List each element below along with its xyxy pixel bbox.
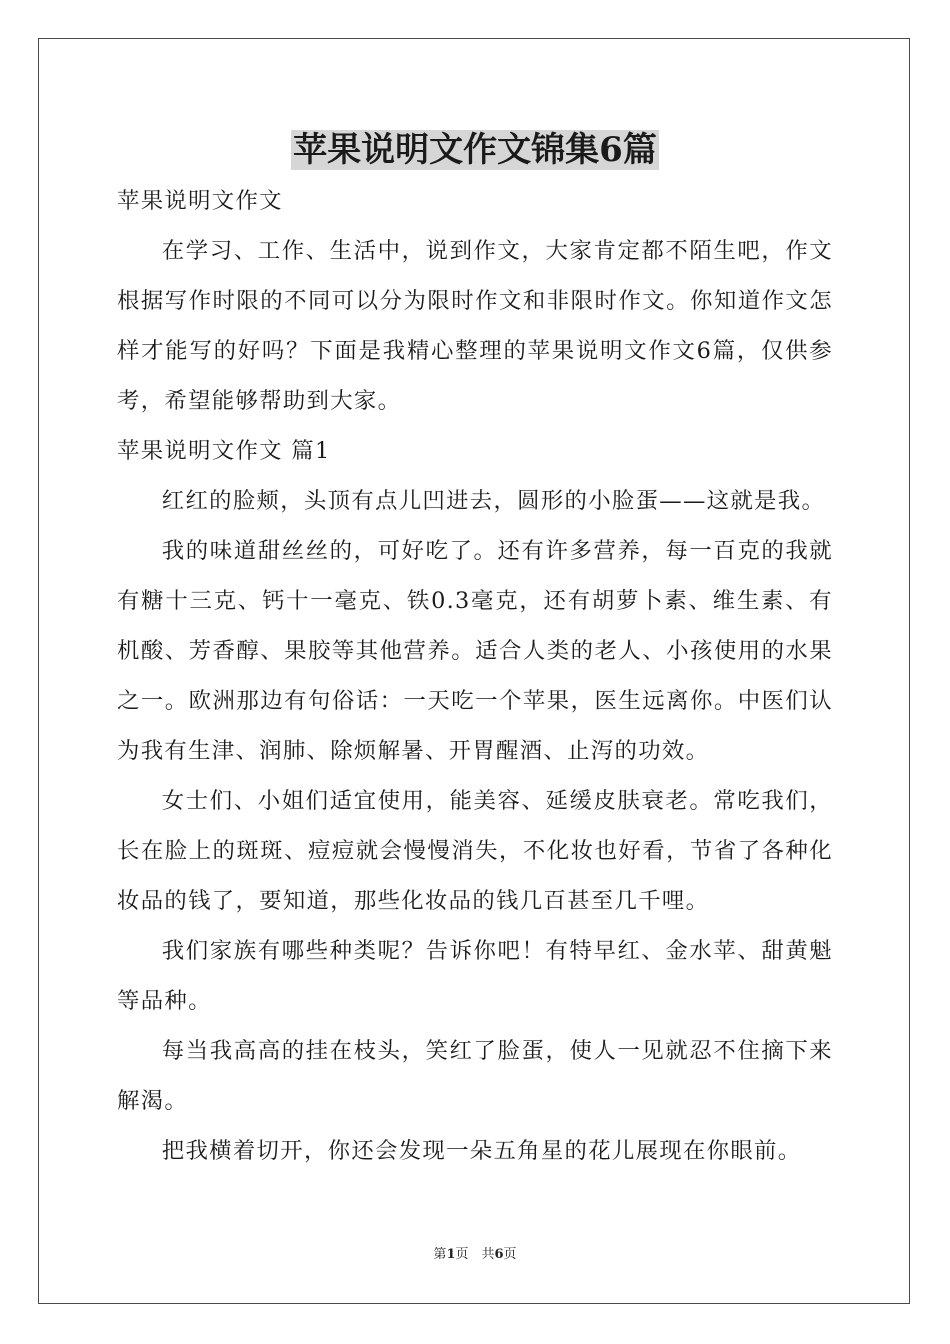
body-paragraph-4: 我们家族有哪些种类呢？告诉你吧！有特早红、金水苹、甜黄魁等品种。 bbox=[117, 938, 833, 1014]
body-paragraph-1: 红红的脸颊，头顶有点儿凹进去，圆形的小脸蛋——这就是我。 bbox=[161, 488, 826, 514]
section-heading: 苹果说明文作文 篇1 bbox=[117, 438, 331, 464]
document-body bbox=[117, 176, 833, 1176]
body-paragraph-6: 把我横着切开，你还会发现一朵五角星的花儿展现在你眼前。 bbox=[161, 1138, 802, 1164]
page-footer bbox=[0, 1245, 950, 1265]
page-suffix: 页 bbox=[503, 1247, 517, 1262]
page-total: 6 bbox=[494, 1247, 504, 1262]
page-prefix: 第 bbox=[433, 1247, 447, 1262]
page-current: 1 bbox=[446, 1247, 456, 1262]
document-subtitle: 苹果说明文作文 bbox=[117, 188, 283, 214]
intro-paragraph: 在学习、工作、生活中，说到作文，大家肯定都不陌生吧，作文根据写作时限的不同可以分为限时作文和非限时作文。你知道作文怎样才能写的好吗？下面是我精心整理的苹果说明文作文6篇，仅供参考，希望能够帮助到大家。 bbox=[117, 238, 833, 414]
body-paragraph-3: 女士们、小姐们适宜使用，能美容、延缓皮肤衰老。常吃我们，长在脸上的斑斑、痘痘就会慢慢消失，不化妆也好看，节省了各种化妆品的钱了，要知道，那些化妆品的钱几百甚至几千哩。 bbox=[117, 788, 833, 914]
document-title bbox=[0, 128, 950, 172]
page-mid: 页 共 bbox=[455, 1247, 495, 1262]
document-title-text: 苹果说明文作文锦集6篇 bbox=[293, 130, 657, 170]
body-paragraph-2: 我的味道甜丝丝的，可好吃了。还有许多营养，每一百克的我就有糖十三克、钙十一毫克、铁0.3毫克，还有胡萝卜素、维生素、有机酸、芳香醇、果胶等其他营养。适合人类的老人、小孩使用的水果之一。欧洲那边有句俗话：一天吃一个苹果，医生远离你。中医们认为我有生津、润肺、除烦解暑、开胃醒酒、止泻的功效。 bbox=[117, 538, 833, 764]
body-paragraph-5: 每当我高高的挂在枝头，笑红了脸蛋，使人一见就忍不住摘下来解渴。 bbox=[117, 1038, 833, 1114]
